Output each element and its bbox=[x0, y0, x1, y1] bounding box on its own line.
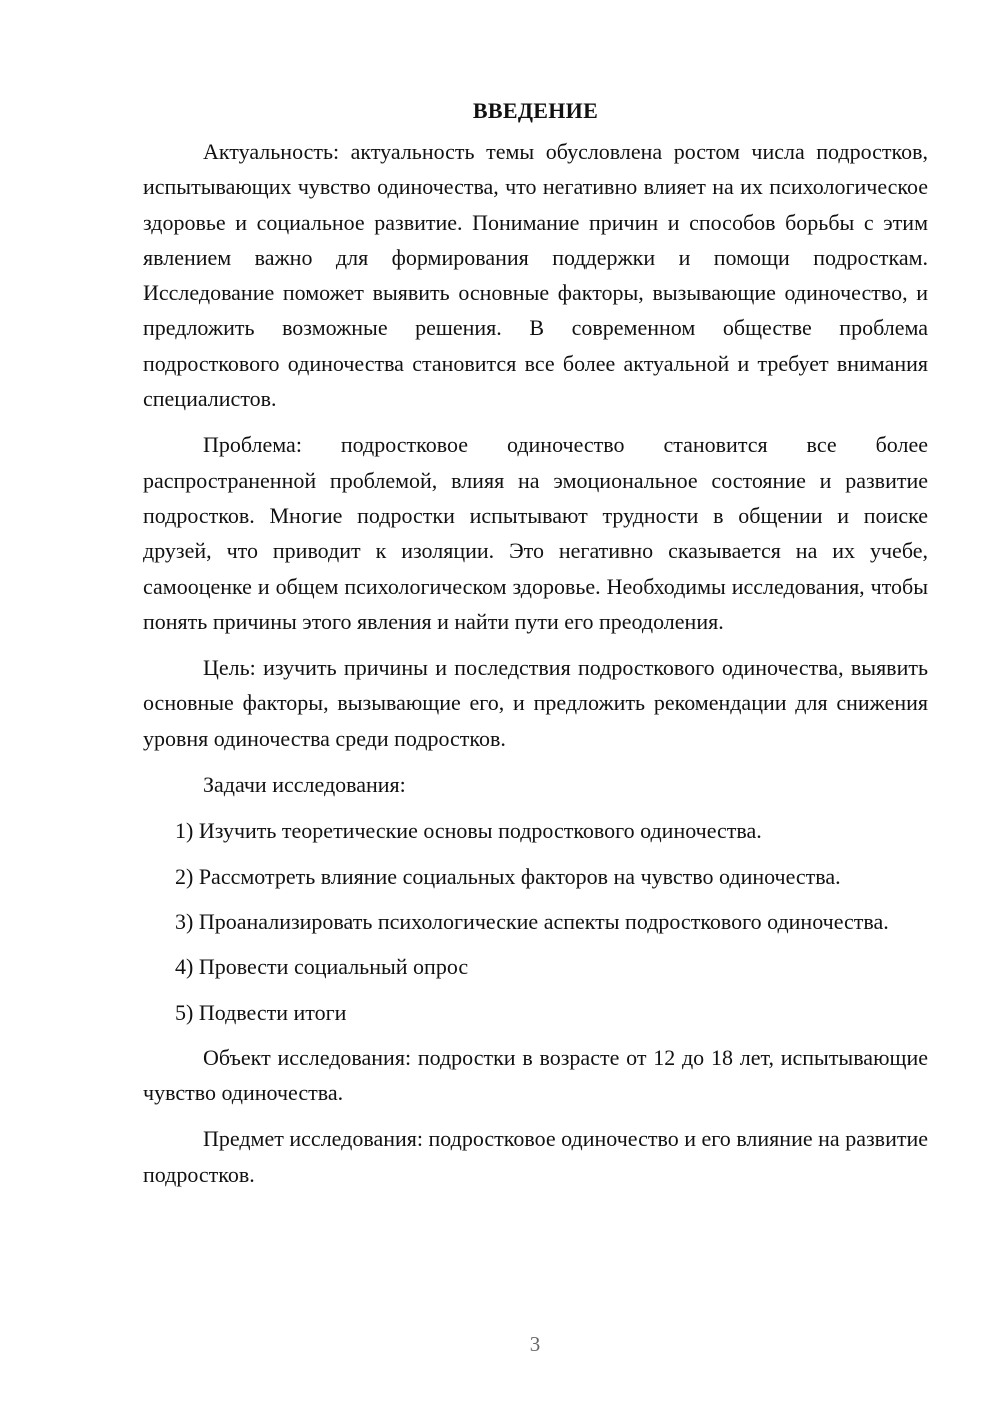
task-item-4: 4) Провести социальный опрос bbox=[175, 954, 469, 980]
task-item-5: 5) Подвести итоги bbox=[175, 999, 347, 1025]
task-item-1: 1) Изучить теоретические основы подросткового одиночества. bbox=[175, 818, 762, 844]
task-item-3: 3) Проанализировать психологические аспекты подросткового одиночества. bbox=[175, 908, 889, 934]
paragraph-object: Объект исследования: подростки в возрасте от 12 до 18 лет, испытывающие чувство одиночества. bbox=[143, 1044, 928, 1106]
paragraph-subject: Предмет исследования: подростковое одиночество и его влияние на развитие подростков. bbox=[143, 1126, 928, 1187]
paragraph-problem: Проблема: подростковое одиночество становится все более распространенной проблемой, влияя на эмоциональное состояние и развитие подростков. Многие подростки испытывают трудности в общении и поиске друзей, что приводит к изоляции. Это негативно сказывается на их учебе, самооценке и общем психологическом здоровье. Необходимы исследования, чтобы понять причины этого явления и найти пути его преодоления. bbox=[143, 432, 928, 634]
section-title: ВВЕДЕНИЕ bbox=[472, 98, 599, 123]
paragraph-relevance: Актуальность: актуальность темы обусловлена ростом числа подростков, испытывающих чувство одиночества, что негативно влияет на их психологическое здоровье и социальное развитие. Понимание причин и способов борьбы с этим явлением важно для формирования поддержки и помощи подросткам. Исследование поможет выявить основные факторы, вызывающие одиночество, и предложить возможные решения. В современном обществе проблема подросткового одиночества становится все более актуальной и требует внимания специалистов. bbox=[143, 139, 928, 412]
page-number: 3 bbox=[529, 1332, 541, 1356]
paragraph-goal: Цель: изучить причины и последствия подросткового одиночества, выявить основные факторы, вызывающие его, и предложить рекомендации для снижения уровня одиночества среди подростков. bbox=[143, 655, 928, 751]
page-content bbox=[143, 93, 928, 1203]
task-item-2: 2) Рассмотреть влияние социальных факторов на чувство одиночества. bbox=[175, 863, 841, 889]
tasks-heading: Задачи исследования: bbox=[203, 772, 406, 798]
